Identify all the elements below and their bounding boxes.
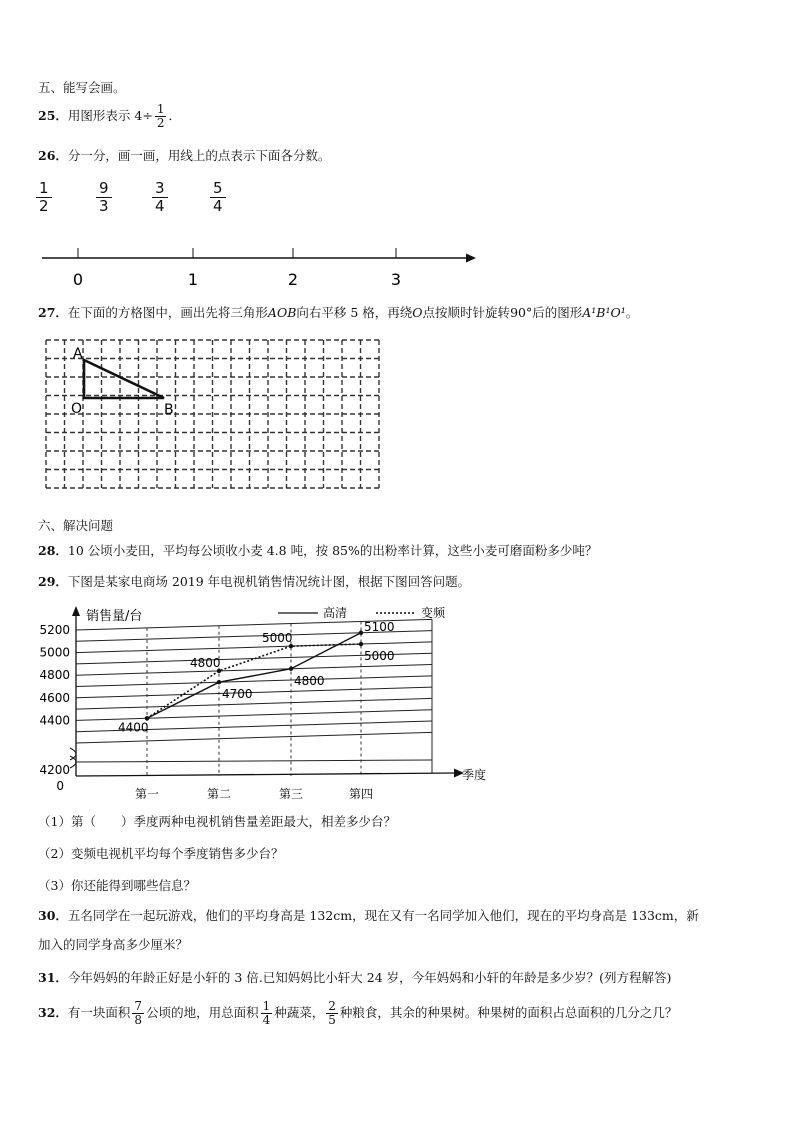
fraction: $\frac{1}{4}$ [262,999,271,1027]
y-axis-arrow [72,606,80,616]
y-tick-label: 4800 [39,668,70,683]
vertex-a-label: A [73,346,83,362]
number-line [0,238,794,292]
question-29-sub-2: （2）变频电视机平均每个季度销售多少台？ [38,846,284,861]
tick-label-2: 2 [287,270,299,289]
fraction: $\frac{2}{5}$ [328,999,336,1027]
question-30-line-2: 加入的同学身高多少厘米？ [38,937,189,952]
question-29-sub-3: （3）你还能得到哪些信息？ [38,878,196,893]
chart-series [147,633,361,719]
tick-label-1: 1 [187,270,199,289]
y-tick-label: 4600 [39,690,70,705]
x-category-label: 第一 [134,787,160,801]
question-26 [38,146,330,164]
legend-series-1: 高清 [323,606,348,620]
question-number: 31． [38,970,68,985]
data-label: 5000 [364,649,395,664]
question-28 [38,541,597,559]
question-text: 分一分，画一画，用线上的点表示下面各分数。 [67,148,331,163]
question-number: 30． [38,908,68,923]
fraction: $\frac{7}{8}$ [134,999,143,1027]
legend-series-2: 变频 [421,606,446,620]
data-point [359,631,363,635]
question-30-line-1: 30．五名同学在一起玩游戏，他们的平均身高是 132cm，现在又有一名同学加入他们，现在的平均身高是 133cm，新 [38,908,699,923]
sales-line-chart [30,600,500,806]
x-category-labels [135,787,373,801]
question-29 [38,572,470,590]
data-point [289,667,293,671]
x-category-label: 第四 [348,787,374,801]
question-text: 用图形表示 4÷ [67,108,153,123]
question-text: 下图是某家电商场 2019 年电视机销售情况统计图，根据下图回答问题。 [67,574,471,589]
question-text: 今年妈妈的年龄正好是小轩的 3 倍.已知妈妈比小轩大 24 岁，今年妈妈和小轩的年龄是多少岁？(列方程解答) [67,970,672,985]
fraction-4: $\frac{5}{4}$ [210,180,226,216]
x-axis [76,773,456,776]
section-5-title: 五、能写会画。 [38,80,126,95]
y-tick-labels [39,623,70,777]
data-label: 4800 [294,673,325,688]
gridline [76,698,432,709]
grid-lines [46,340,379,488]
data-label: 4800 [190,655,221,670]
question-27: 27．在下面的方格图中，画出先将三角形AOB向右平移 5 格，再绕O点按顺时针旋转90°后的图形A¹B¹O¹。 [38,305,639,320]
section-6-title: 六、解决问题 [38,518,114,533]
question-29-sub-1: （1）第（ ）季度两种电视机销售量差距最大，相差多少台？ [38,814,396,829]
fraction: $\frac{1}{2}$ [156,102,165,130]
number-line-arrow [466,254,476,263]
gridline [76,665,432,676]
data-label: 4700 [222,687,253,702]
triangle-aob [84,360,164,398]
question-text: 10 公顷小麦田，平均每公顷收小麦 4.8 吨，按 85%的出粉率计算，这些小麦可磨面粉多少吨？ [67,543,598,558]
y-tick-label: 5200 [39,623,70,637]
origin-label: 0 [56,779,64,793]
question-number: 28． [38,543,68,558]
question-number: 26． [38,148,68,163]
y-tick-label: 5000 [39,645,70,660]
vertex-b-label: B [164,402,174,418]
question-number: 25． [38,108,68,123]
fraction-3: $\frac{3}{4}$ [152,180,168,216]
data-label: 5100 [364,619,395,634]
chart-grid [76,619,432,776]
y-tick-label: 4400 [39,713,70,728]
fraction-1: $\frac{1}{2}$ [36,180,52,216]
data-point [359,642,363,646]
question-25: 25．用图形表示 4÷ $\frac{1}{2}$ ． [38,102,181,130]
gridline [76,760,432,762]
gridline [76,710,432,721]
data-label: 5000 [262,631,293,646]
question-31 [38,968,671,986]
data-point [217,680,221,684]
fraction-2: $\frac{9}{3}$ [96,180,112,216]
square-grid [38,334,384,500]
gridline [76,687,432,698]
vertex-o-label: O [71,401,83,417]
x-category-label: 第二 [206,787,232,801]
x-category-label: 第三 [278,787,304,801]
axis-break-mark-2 [70,756,76,768]
x-axis-title: 季度 [462,768,487,782]
tick-label-3: 3 [390,270,402,289]
data-label: 4400 [118,720,149,735]
question-number: 29． [38,574,68,589]
gridline [76,673,432,688]
y-tick-label: 4200 [39,763,70,777]
question-number: 32． [38,1005,68,1020]
question-number: 27． [38,305,68,320]
question-32: 32．有一块面积 $\frac{7}{8}$ 公顷的地，用总面积 $\frac{1}{4}$ 种蔬菜， $\frac{2}{5}$ 种粮食，其余的种果树。种果树的面积占总面积的几分之几？ [38,999,678,1027]
tick-label-0: 0 [72,270,84,289]
y-axis-title: 销售量/台 [86,609,143,624]
